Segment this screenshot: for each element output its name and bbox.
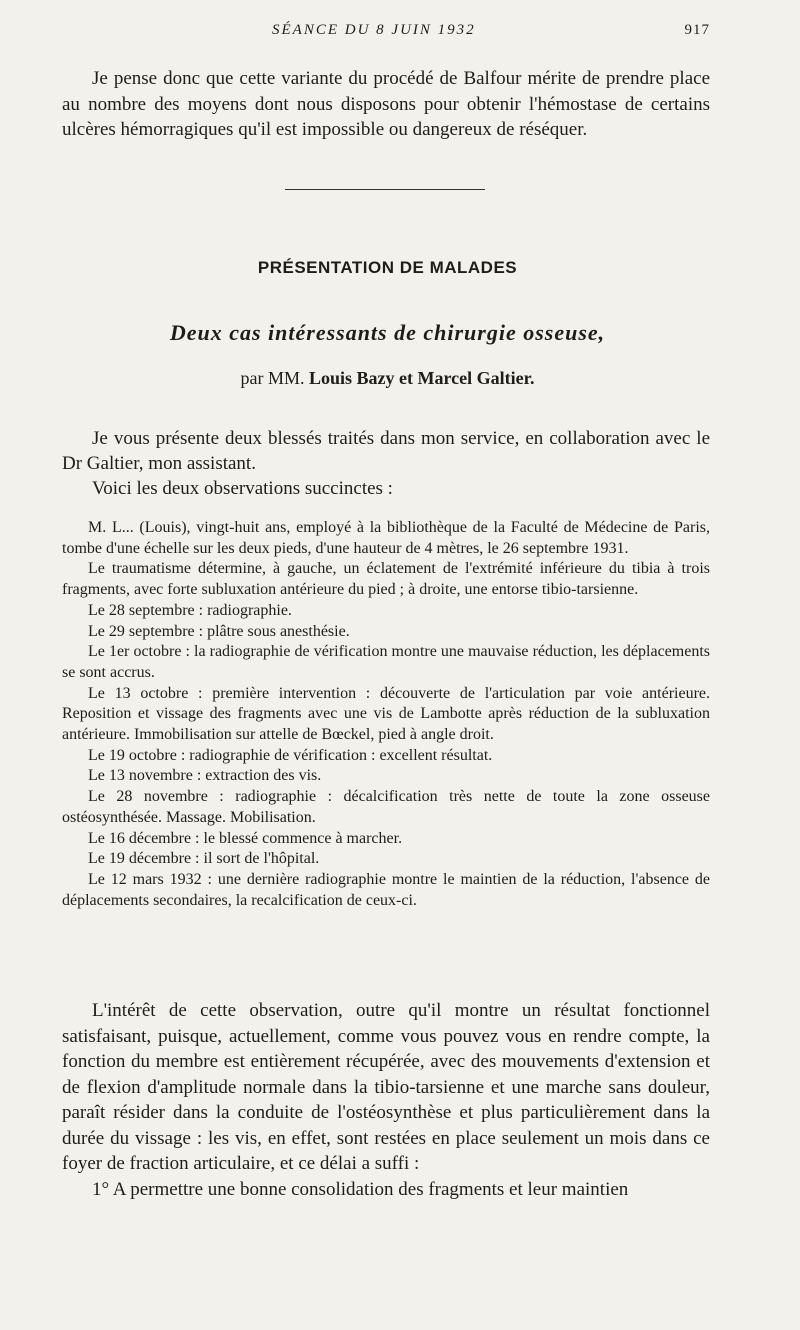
observation-entry: Le 19 octobre : radiographie de vérification : excellent résultat. bbox=[88, 746, 493, 764]
observation-paragraph: M. L... (Louis), vingt-huit ans, employé à la bibliothèque de la Faculté de Médecine de Paris, tombe d'une échelle sur les deux pieds, d'une hauteur de 4 mètres, le 26 septembre 1931. bbox=[62, 519, 710, 557]
section-divider bbox=[285, 189, 485, 190]
observation-entry: Le 29 septembre : plâtre sous anesthésie. bbox=[88, 622, 350, 640]
observation-entry: Le 16 décembre : le blessé commence à marcher. bbox=[88, 829, 403, 847]
observation-entry: Le 28 septembre : radiographie. bbox=[88, 601, 292, 619]
byline bbox=[0, 368, 775, 389]
observation-entry: Le 12 mars 1932 : une dernière radiographie montre le maintien de la réduction, l'absence de déplacements secondaires, la recalcification de ceux-ci. bbox=[62, 870, 710, 909]
observation-block bbox=[62, 518, 710, 911]
article-title: Deux cas intéressants de chirurgie osseuse, bbox=[169, 320, 606, 345]
observation-paragraph: Le traumatisme détermine, à gauche, un éclatement de l'extrémité inférieure du tibia à trois fragments, avec forte subluxation antérieure du pied ; à droite, une entorse tibio-tarsienne. bbox=[62, 560, 710, 599]
observation-entry: Le 13 novembre : extraction des vis. bbox=[88, 767, 322, 785]
header-title: SÉANCE DU 8 JUIN 1932 bbox=[272, 22, 476, 38]
discussion-paragraph: 1° A permettre une bonne consolidation des fragments et leur maintien bbox=[92, 1178, 629, 1200]
page-number: 917 bbox=[684, 22, 710, 38]
running-header bbox=[0, 22, 800, 42]
lead-paragraph: Je pense donc que cette variante du procédé de Balfour mérite de prendre place au nombre des moyens dont nous disposons pour obtenir l'hémostase de certains ulcères hémorragiques qu'il est impossible ou dangereux de réséquer. bbox=[62, 68, 710, 140]
discussion-paragraph: L'intérêt de cette observation, outre qu'il montre un résultat fonctionnel satisfaisant, puisque, actuellement, comme vous pouvez vous en rendre compte, la fonction du membre est entièrement récupérée, avec des mouvements d'extension et de flexion d'amplitude normale dans la tibio-tarsienne et une marche sans douleur, paraît résider dans la conduite de l'ostéosynthèse et plus particulièrement dans la durée du vissage : les vis, en effet, sont restées en place seulement un mois dans ce foyer de fraction articulaire, et ce délai a suffi : bbox=[62, 1000, 710, 1174]
byline-prefix: par MM. bbox=[240, 368, 305, 388]
intro-paragraph: Voici les deux observations succinctes : bbox=[92, 478, 393, 499]
section-title: PRÉSENTATION DE MALADES bbox=[257, 258, 518, 277]
observation-entry: Le 1er octobre : la radiographie de vérification montre une mauvaise réduction, les déplacements se sont accrus. bbox=[62, 643, 710, 681]
observation-entry: Le 13 octobre : première intervention : découverte de l'articulation par voie antérieure. Reposition et vissage des fragments avec une vis de Lambotte après réduction de la subluxation antérieure. Immobilisation sur attelle de Bœckel, pied à angle droit. bbox=[62, 684, 710, 744]
observation-entry: Le 19 décembre : il sort de l'hôpital. bbox=[88, 850, 320, 868]
lead-paragraph-block bbox=[62, 66, 710, 143]
observation-entry: Le 28 novembre : radiographie : décalcification très nette de toute la zone osseuse ostéosynthésée. Massage. Mobilisation. bbox=[62, 788, 710, 826]
discussion-block bbox=[62, 998, 710, 1202]
intro-block bbox=[62, 426, 710, 501]
byline-authors: Louis Bazy et Marcel Galtier. bbox=[309, 368, 535, 388]
intro-paragraph: Je vous présente deux blessés traités dans mon service, en collaboration avec le Dr Galtier, mon assistant. bbox=[62, 428, 710, 474]
